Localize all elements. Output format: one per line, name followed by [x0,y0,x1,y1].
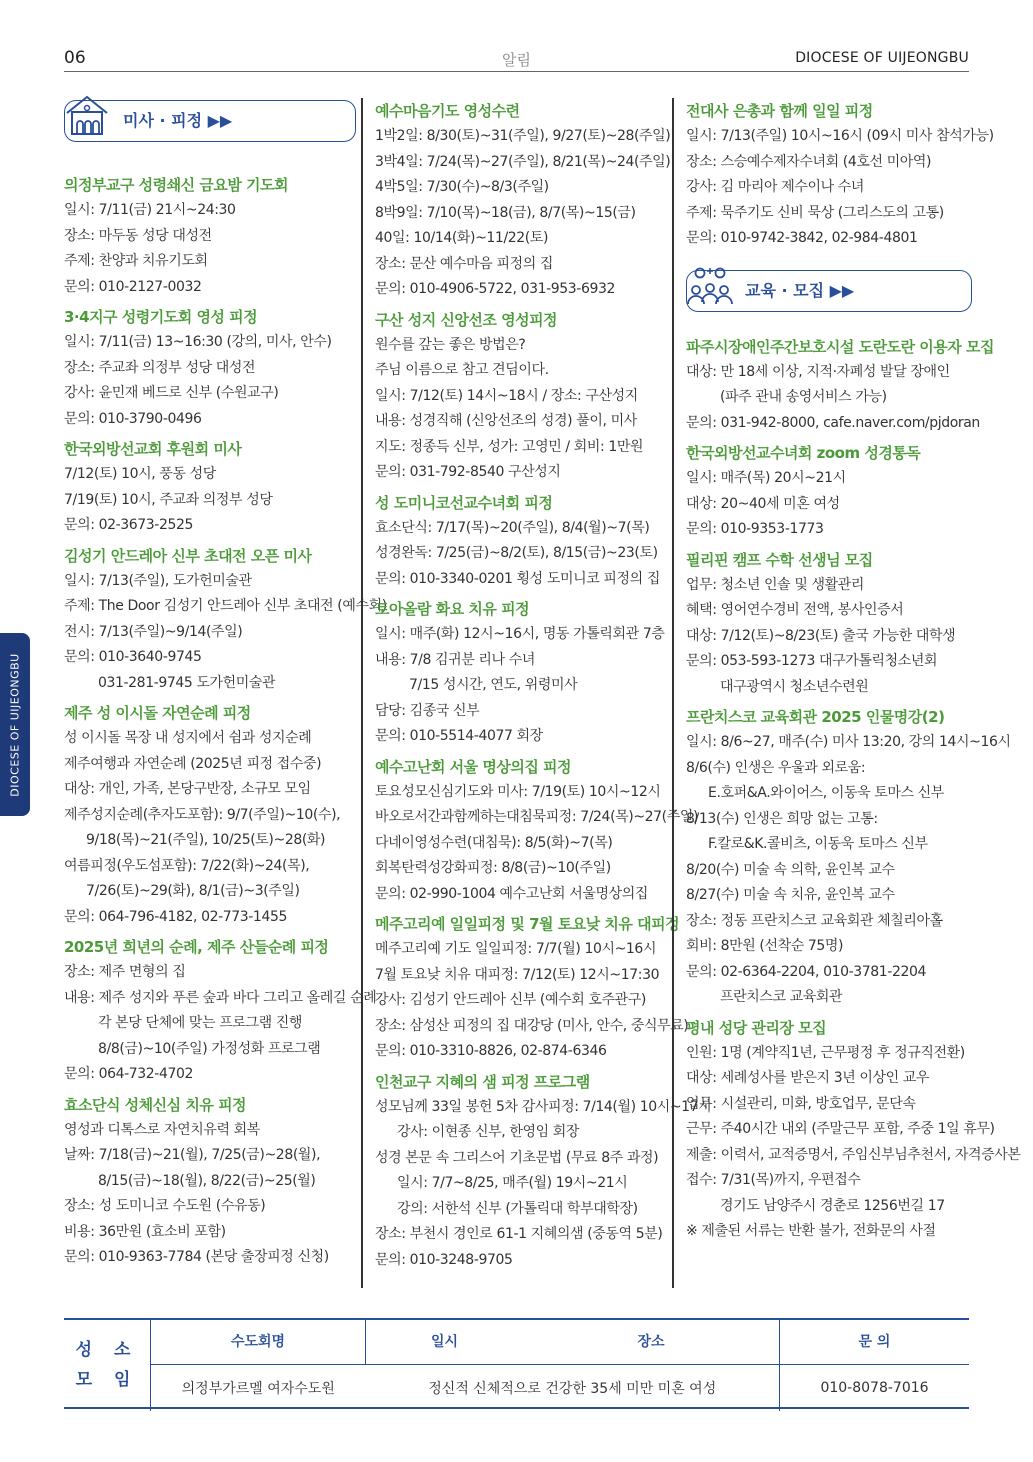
column-2 [375,98,712,1273]
text-line: 문의: 010-9353-1773 [686,521,824,537]
side-tab [0,633,30,816]
text-line: 제주성지순례(추자도포함): 9/7(주일)~10(수), [64,806,341,823]
text-line-indented: 일시: 7/7~8/25, 매주(월) 19시~21시 [397,1175,628,1191]
text-line: 주제: 찬양과 치유기도회 [64,253,208,269]
text-line: 문의: 02-3673-2525 [64,517,193,533]
text-line-indented: 각 본당 단체에 맞는 프로그램 진행 [98,1015,302,1031]
item-title: 인천교구 지혜의 샘 피정 프로그램 [375,1072,590,1091]
cell-condition: 정신적 신체적으로 건강한 35세 미만 미혼 여성 [428,1381,717,1397]
text-line: 담당: 김종국 신부 [375,702,480,719]
text-line-indented: F.칼로&K.콜비츠, 이동욱 토마스 신부 [708,836,928,852]
item-title: 성 도미니코선교수녀회 피정 [375,493,553,512]
text-line-indented: 강사: 이현종 신부, 한영임 회장 [397,1124,580,1140]
text-line: 7/12(토) 10시, 풍동 성당 [64,466,216,482]
item-title: 3·4지구 성령기도회 영성 피정 [64,308,258,326]
text-line: 일시: 7/11(금) 13~16:30 (강의, 미사, 안수) [64,334,332,350]
item-title: 예수고난회 서울 명상의집 피정 [375,757,572,776]
mass-retreat-section-header [64,100,356,142]
text-line: 8박9일: 7/10(목)~18(금), 8/7(목)~15(금) [375,204,636,221]
text-line: 효소단식: 7/17(목)~20(주일), 8/4(월)~7(목) [375,519,650,536]
text-line: 장소: 제주 면형의 집 [64,964,186,980]
text-line: 접수: 7/31(목)까지, 우편접수 [686,1172,861,1188]
header-divider [64,71,969,72]
cell-order-name: 의정부가르멜 여자수도원 [151,1365,366,1412]
item-title: 의정부교구 성령쇄신 금요밤 기도회 [64,176,289,194]
column-3 [686,98,1021,1245]
text-line: 7/19(토) 10시, 주교좌 의정부 성당 [64,491,273,508]
text-line: 대상: 만 18세 이상, 지적·자폐성 발달 장애인 [686,363,950,380]
text-line: 회복탄력성강화피정: 8/8(금)~10(주일) [375,860,611,876]
text-line: 강사: 김 마리아 제수이나 수녀 [686,179,865,195]
text-line: ※ 제출된 서류는 반환 불가, 전화문의 사절 [686,1223,936,1239]
item-title: 필리핀 캠프 수학 선생님 모집 [686,550,873,569]
page-number: 06 [64,48,86,68]
text-line: 일시: 7/12(토) 14시~18시 / 장소: 구산성지 [375,387,638,404]
text-line: 1박2일: 8/30(토)~31(주일), 9/27(토)~28(주일) [375,128,671,144]
text-line: 장소: 삼성산 피정의 집 대강당 (미사, 안수, 중식무료) [375,1017,689,1034]
item-title: 한국외방선교수녀회 zoom 성경통독 [686,444,921,462]
text-line: 내용: 제주 성지와 푸른 숲과 바다 그리고 올레길 순례 [64,989,377,1006]
text-line: 일시: 7/13(주일), 도가헌미술관 [64,572,252,589]
text-line: 문의: 010-5514-4077 회장 [375,728,543,744]
side-tab-label: DIOCESE OF UIJEONGBU [8,652,22,797]
text-line: 원수를 갚는 좋은 방법은? [375,336,526,353]
text-line: 바오로서간과함께하는대침묵피정: 7/24(목)~27(주일) [375,809,699,825]
text-line: 내용: 7/8 김귀분 리나 수녀 [375,651,535,668]
text-line: 문의: 010-3248-9705 [375,1251,513,1268]
text-line: 강사: 윤민재 베드로 신부 (수원교구) [64,385,279,401]
text-line: 40일: 10/14(화)~11/22(토) [375,230,549,246]
item-title: 한국외방선교회 후원회 미사 [64,440,242,458]
row-label-line-2: 모 임 [75,1369,139,1390]
text-line: 다네이영성수련(대침묵): 8/5(화)~7(목) [375,834,613,851]
item-title: 효소단식 성체신심 치유 피정 [64,1095,247,1114]
item-title: 전대사 은총과 함께 일일 피정 [686,102,873,120]
text-line: 장소: 스승예수제자수녀회 (4호선 미아역) [686,153,932,170]
text-line: 대상: 개인, 가족, 본당구반장, 소규모 모임 [64,781,311,797]
section-label: 미사 · 피정 ▶▶ [123,111,233,130]
education-recruit-section-header [686,270,972,312]
house-icon [63,93,111,137]
text-line: 주님 이름으로 참고 견딤이다. [375,362,549,378]
text-line: 여름피정(우도섬포함): 7/22(화)~24(목), [64,857,310,874]
text-line: 8/13(수) 인생은 희망 없는 고통: [686,810,878,827]
text-line-indented: 경기도 남양주시 경춘로 1256번길 17 [720,1197,945,1214]
text-line: 7월 토요낮 치유 대피정: 7/12(토) 12시~17:30 [375,966,660,983]
text-line: 성모님께 33일 봉헌 5차 감사피정: 7/14(월) 10시~17시 [375,1098,712,1115]
text-line: 8/6(수) 인생은 우울과 외로움: [686,759,866,776]
text-line: 강사: 김성기 안드레아 신부 (예수회 호주관구) [375,992,646,1008]
text-line: 인원: 1명 (계약직1년, 근무평정 후 정규직전환) [686,1044,965,1061]
text-line: 장소: 성 도미니코 수도원 (수유동) [64,1198,266,1214]
text-line: 일시: 7/11(금) 21시~24:30 [64,202,236,218]
item-title: 토아올람 화요 치유 피정 [375,600,530,618]
item-title: 예수마음기도 영성수련 [375,102,520,120]
text-line: 장소: 마두동 성당 대성전 [64,227,212,244]
text-line: 8/27(수) 미술 속 치유, 윤인복 교수 [686,887,895,903]
item-title: 메주고리예 일일피정 및 7월 토요낮 치유 대피정 [375,915,680,933]
column-divider-2 [672,98,674,1288]
text-line: 장소: 정동 프란치스코 교육회관 체칠리아홀 [686,912,943,929]
item-title: 제주 성 이시돌 자연순례 피정 [64,704,251,722]
text-line: 성 이시돌 목장 내 성지에서 쉼과 성지순례 [64,730,312,746]
vocation-table [64,1318,969,1411]
text-line: 문의: 010-3790-0496 [64,410,202,427]
text-line: 혜택: 영어연수경비 전액, 봉사인증서 [686,602,904,618]
text-line: 대상: 세례성사를 받은지 3년 이상인 교우 [686,1070,930,1086]
column-divider-1 [361,98,363,1288]
text-line-indented: 7/15 성시간, 연도, 위령미사 [409,677,578,693]
text-line: 문의: 053-593-1273 대구가톨릭청소년회 [686,653,938,669]
text-line: 지도: 정종득 신부, 성가: 고영민 / 회비: 1만원 [375,438,644,455]
text-line: 메주고리예 기도 일일피정: 7/7(월) 10시~16시 [375,941,657,957]
item-title: 프란치스코 교육회관 2025 인물명강(2) [686,708,945,726]
column-1 [64,98,387,1271]
text-line: 주제: The Door 김성기 안드레아 신부 초대전 (예수회) [64,598,387,614]
text-line: 제출: 이력서, 교적증명서, 주임신부님추천서, 자격증사본 [686,1146,1021,1163]
text-line: 4박5일: 7/30(수)~8/3(주일) [375,179,549,195]
column-1-items [64,172,387,1271]
text-line-indented: 7/26(토)~29(화), 8/1(금)~3(주일) [86,883,300,899]
text-line: 8/20(수) 미술 속 의학, 윤인복 교수 [686,861,895,878]
text-line-indented: 대구광역시 청소년수련원 [720,678,869,695]
text-line: 일시: 8/6~27, 매주(수) 미사 13:20, 강의 14시~16시 [686,734,1011,750]
header-inquiry: 문 의 [780,1318,970,1365]
text-line: 비용: 36만원 (효소비 포함) [64,1223,226,1240]
text-line: 문의: 010-2127-0032 [64,278,202,295]
text-line: 일시: 매주(목) 20시~21시 [686,470,846,486]
section-label: 교육 · 모집 ▶▶ [745,280,855,300]
text-line: 문의: 010-9742-3842, 02-984-4801 [686,230,918,246]
text-line: 장소: 문산 예수마음 피정의 집 [375,255,554,272]
item-title: 구산 성지 신앙선조 영성피정 [375,310,558,329]
people-icon [685,263,735,307]
text-line: 문의: 064-732-4702 [64,1066,193,1082]
text-line: 장소: 부천시 경인로 61-1 지혜의샘 (중동역 5분) [375,1226,663,1242]
text-line: 문의: 031-942-8000, cafe.naver.com/pjdoran [686,414,980,431]
text-line: 문의: 010-3310-8826, 02-874-6346 [375,1043,607,1059]
text-line: 문의: 02-6364-2204, 010-3781-2204 [686,963,926,980]
text-line: 업무: 시설관리, 미화, 방호업무, 문단속 [686,1095,916,1112]
text-line: 문의: 031-792-8540 구산성지 [375,464,561,480]
text-line: 문의: 02-990-1004 예수고난회 서울명상의집 [375,885,648,902]
text-line: 회비: 8만원 (선착순 75명) [686,938,844,954]
header-date: 일시 [366,1318,524,1365]
text-line-indented: 9/18(목)~21(주일), 10/25(토)~28(화) [86,832,326,848]
text-line: 제주여행과 자연순례 (2025년 피정 접수중) [64,755,322,772]
table-bottom-border [64,1407,969,1409]
text-line: 성경완독: 7/25(금)~8/2(토), 8/15(금)~23(토) [375,545,658,561]
cell-phone: 010-8078-7016 [780,1365,970,1412]
header-order-name: 수도회명 [151,1318,366,1365]
text-line-indented: 031-281-9745 도가헌미술관 [98,674,276,691]
text-line-indented: E.호퍼&A.와이어스, 이동욱 토마스 신부 [708,785,944,801]
text-line: 문의: 010-3340-0201 횡성 도미니코 피정의 집 [375,570,660,587]
text-line-indented: 프란치스코 교육회관 [720,989,843,1005]
item-title: 김성기 안드레아 신부 초대전 오픈 미사 [64,546,312,565]
text-line: 일시: 매주(화) 12시~16시, 명동 가톨릭회관 7층 [375,626,665,642]
text-line: 대상: 7/12(토)~8/23(토) 출국 가능한 대학생 [686,627,956,644]
item-title: 파주시장애인주간보호시설 도란도란 이용자 모집 [686,337,994,356]
text-line: 장소: 주교좌 의정부 성당 대성전 [64,359,256,376]
text-line-indented: 8/8(금)~10(주일) 가정성화 프로그램 [98,1040,321,1057]
table-row [64,1365,969,1412]
text-line-indented: (파주 관내 송영서비스 가능) [720,389,887,405]
publisher-name: DIOCESE OF UIJEONGBU [795,50,969,66]
text-line: 3박4일: 7/24(목)~27(주일), 8/21(목)~24(주일) [375,153,671,170]
text-line: 문의: 010-3640-9745 [64,649,202,665]
text-line-indented: 강의: 서한석 신부 (가톨릭대 학부대학장) [397,1200,638,1217]
text-line: 일시: 7/13(주일) 10시~16시 (09시 미사 참석가능) [686,128,994,144]
text-line: 근무: 주40시간 내외 (주말근무 포함, 주중 1일 휴무) [686,1121,995,1137]
text-line: 날짜: 7/18(금)~21(월), 7/25(금)~28(월), [64,1147,321,1163]
text-line: 대상: 20~40세 미혼 여성 [686,495,840,512]
text-line: 전시: 7/13(주일)~9/14(주일) [64,623,243,640]
item-title: 평내 성당 관리장 모집 [686,1018,827,1037]
header-place: 장소 [523,1318,780,1365]
text-line: 내용: 성경직해 (신앙선조의 성경) 풀이, 미사 [375,413,637,429]
text-line: 토요성모신심기도와 미사: 7/19(토) 10시~12시 [375,783,661,800]
row-label-line-1: 성 소 [75,1339,139,1360]
text-line: 문의: 010-9363-7784 (본당 출장피정 신청) [64,1249,329,1265]
text-line: 문의: 064-796-4182, 02-773-1455 [64,908,287,925]
column-2-items [375,98,712,1273]
text-line-indented: 8/15(금)~18(월), 8/22(금)~25(월) [98,1172,316,1189]
section-header: 알림 [502,51,531,69]
text-line: 문의: 010-4906-5722, 031-953-6932 [375,281,615,297]
column-3-top-items [686,98,994,252]
text-line: 성경 본문 속 그리스어 기초문법 (무료 8주 과정) [375,1149,659,1166]
text-line: 주제: 묵주기도 신비 묵상 (그리스도의 고통) [686,204,944,221]
table-row-label [64,1318,151,1411]
item-title: 2025년 희년의 순례, 제주 산들순례 피정 [64,938,329,956]
text-line: 영성과 디톡스로 자연치유력 회복 [64,1121,260,1138]
text-line: 업무: 청소년 인솔 및 생활관리 [686,576,865,593]
column-3-bottom-items [686,334,1021,1245]
